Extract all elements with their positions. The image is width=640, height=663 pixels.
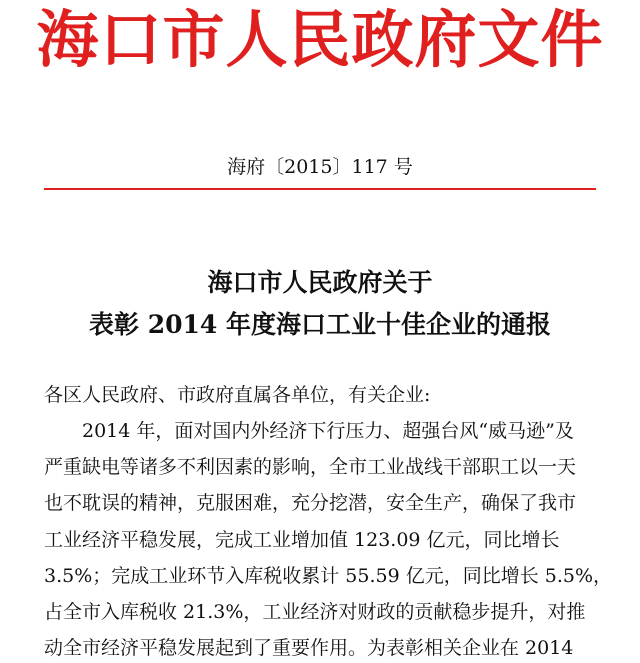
document-number: 海府〔2015〕117 号 bbox=[227, 156, 413, 178]
notice-title-line-2: 表彰 2014 年度海口工业十佳企业的通报 bbox=[89, 310, 551, 339]
body-line-6: 占全市入库税收 21.3%，工业经济对财政的贡献稳步提升，对推 bbox=[44, 601, 586, 623]
body-line-3: 也不耽误的精神，克服困难，充分挖潜，安全生产，确保了我市 bbox=[44, 492, 577, 514]
red-divider-line bbox=[44, 188, 596, 190]
body-line-1: 2014 年，面对国内外经济下行压力、超强台风“威马逊”及 bbox=[82, 420, 574, 442]
salutation: 各区人民政府、市政府直属各单位，有关企业: bbox=[44, 384, 431, 406]
body-line-5: 3.5%；完成工业环节入库税收累计 55.59 亿元，同比增长 5.5%， bbox=[44, 565, 613, 587]
body-line-4: 工业经济平稳发展，完成工业增加值 123.09 亿元，同比增长 bbox=[44, 529, 560, 551]
body-line-2: 严重缺电等诸多不利因素的影响，全市工业战线干部职工以一天 bbox=[44, 456, 577, 478]
body-line-7: 动全市经济平稳发展起到了重要作用。为表彰相关企业在 2014 bbox=[44, 637, 574, 659]
notice-title-line-1: 海口市人民政府关于 bbox=[207, 268, 433, 297]
document-header-title: 海口市人民政府文件 bbox=[36, 3, 604, 76]
